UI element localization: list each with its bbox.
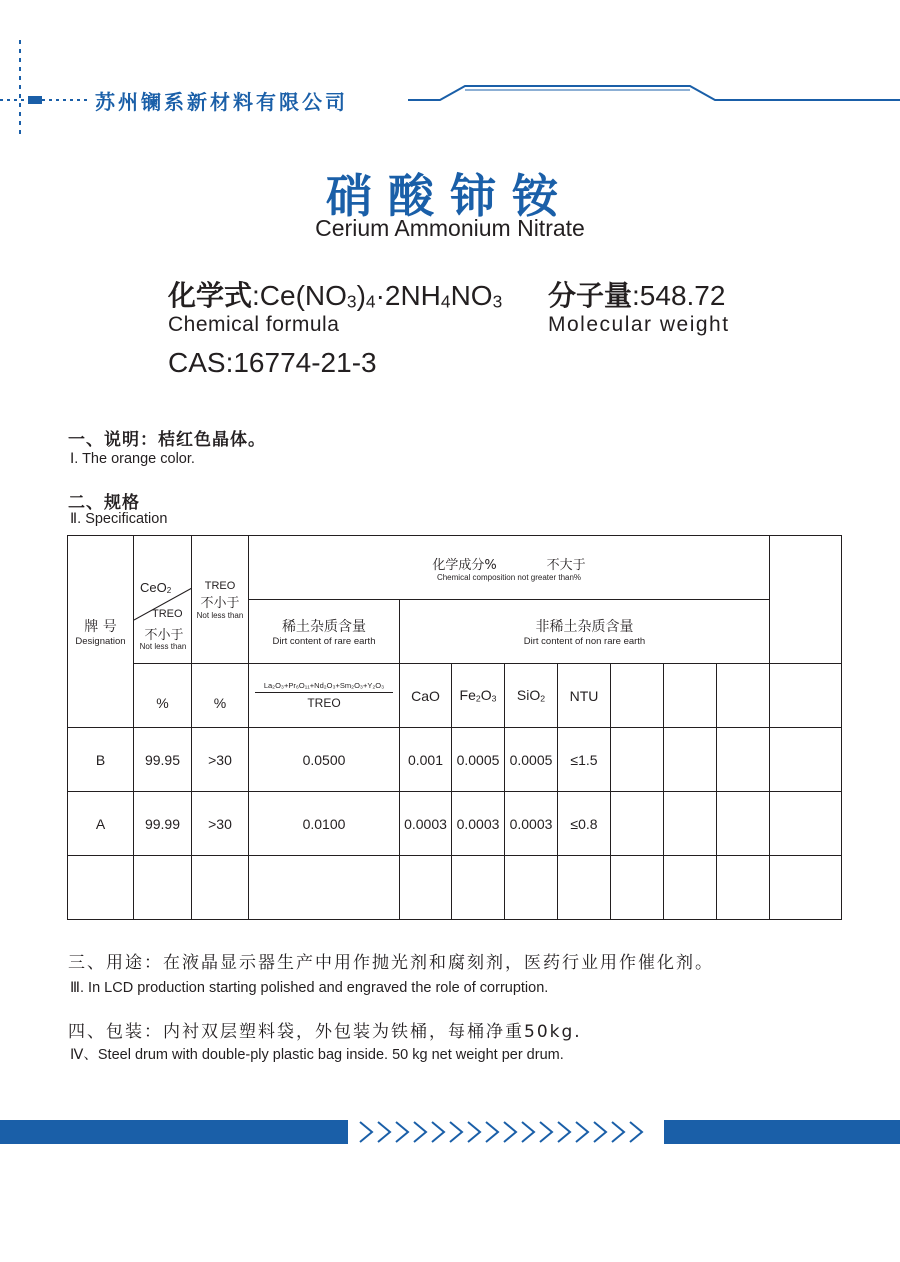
specification-table	[67, 535, 842, 920]
title-chinese: 硝酸铈铵	[326, 169, 574, 223]
table-row: B 99.95 >30 0.0500 0.001 0.0005 0.0005 ≤1.5	[68, 728, 842, 792]
title-english: Cerium Ammonium Nitrate	[315, 215, 585, 241]
formula-label-english: Chemical formula	[168, 313, 340, 336]
formula-label: 化学式	[168, 279, 253, 312]
footer-decoration	[0, 1118, 900, 1152]
section1-english: Ⅰ. The orange color.	[70, 451, 195, 467]
cas-number: CAS:16774-21-3	[168, 347, 377, 378]
molecular-weight: 分子量:548.72	[548, 279, 726, 312]
treo-header: TREO 不小于 Not less than	[192, 536, 249, 664]
section3-heading: 三、用途：在液晶显示器生产中用作抛光剂和腐刻剂，医药行业用作催化剂。	[68, 953, 714, 973]
company-name: 苏州镧系新材料有限公司	[95, 90, 348, 114]
chemical-formula: 化学式$:Ce(NO_3)_4\cdot 2NH_4NO_3$	[168, 279, 503, 312]
table-row-empty	[68, 856, 842, 920]
ceo2-header: CeO$_2$ TREO 不小于 Not less than	[134, 536, 192, 664]
section4-heading: 四、包装：内衬双层塑料袋，外包装为铁桶，每桶净重50kg.	[68, 1022, 582, 1042]
section2-heading: 二、规格	[68, 493, 140, 513]
cao-header: CaO	[400, 664, 452, 728]
section4-english: Ⅳ、Steel drum with double-ply plastic bag inside. 50 kg net weight per drum.	[70, 1047, 564, 1063]
table-row: A 99.99 >30 0.0100 0.0003 0.0003 0.0003 ≤0.8	[68, 792, 842, 856]
molecular-label: 分子量	[548, 279, 633, 312]
treo-unit: %	[192, 664, 249, 728]
rare-earth-header: 稀土杂质含量 Dirt content of rare earth	[249, 600, 400, 664]
non-rare-earth-header: 非稀土杂质含量 Dirt content of non rare earth	[400, 600, 770, 664]
section3-english: Ⅲ. In LCD production starting polished and engraved the role of corruption.	[70, 980, 549, 996]
designation-header: 牌 号 Designation	[68, 536, 134, 728]
header-decoration	[0, 30, 900, 140]
sio2-header: SiO$_2$	[505, 664, 558, 728]
ntu-header: NTU	[558, 664, 611, 728]
fe2o3-header: $Fe_2O_3$	[452, 664, 505, 728]
empty-header	[770, 536, 842, 664]
chemical-composition-header: 化学成分% 不大于 Chemical composition not greater than%	[249, 536, 770, 600]
ceo2-unit: %	[134, 664, 192, 728]
re-fraction: La₂O₃+Pr₆O₁₁+Nd₂O₃+Sm₂O₃+Y₂O₃ TREO	[249, 664, 400, 728]
section2-english: Ⅱ. Specification	[70, 511, 168, 527]
molecular-label-english: Molecular weight	[548, 313, 730, 336]
section1-heading: 一、说明：桔红色晶体。	[68, 430, 266, 450]
